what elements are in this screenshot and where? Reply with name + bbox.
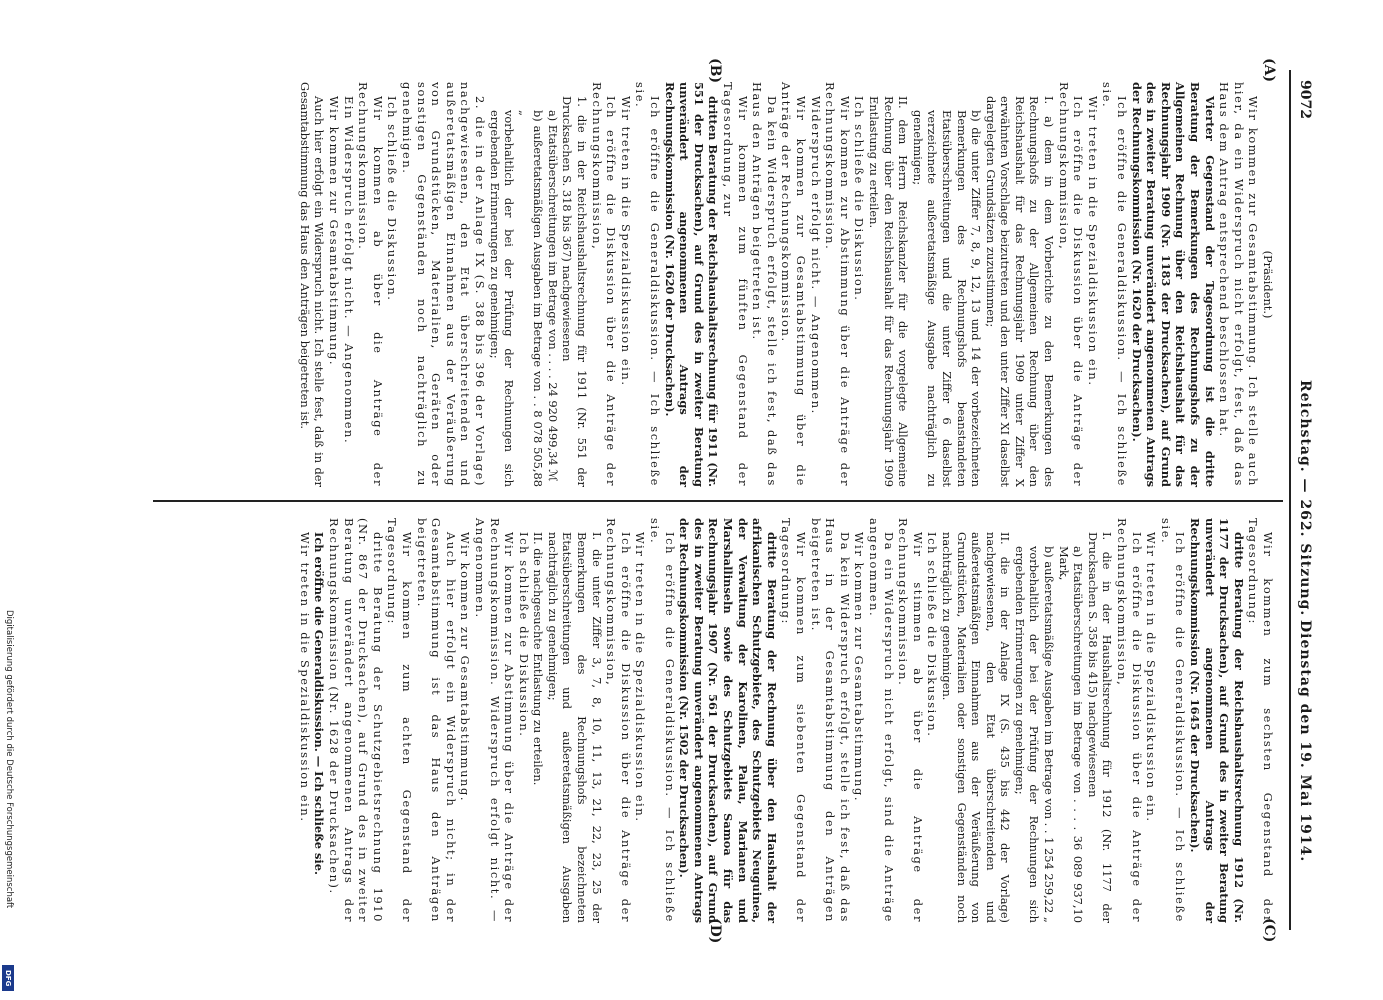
right-column-paragraph: II. die in der Anlage IX (S. 435 bis 442 der Vorlage) nachgewiesenen, den Etat überschreitenden und außeretatsmäßigen Einnahmen aus der Veräußerung von Grundstücken, Materialien oder sonstigen Gegenständen noch nachträglich zu genehmigen. [939,532,1013,923]
left-column-paragraph: Wir kommen ab über die Anträge der Rechnungskommission. [356,82,385,487]
right-column-paragraph: Da ein Widerspruch nicht erfolgt, sind die Anträge angenommen. [866,518,896,923]
right-column-paragraph: Wir kommen zur Gesamtabstimmung. [458,532,473,803]
left-column-paragraph: b) außeretatsmäßigen Ausgaben im Betrage von . . 8 078 505,88 „ [516,110,546,487]
left-column-paragraph: dritten Beratung der Reichshaushaltsrechnung für 1911 (Nr. 551 der Drucksachen), auf Grund des in zweiter Beratung unverändert angenommenen Antrags der Rechnungskommission (Nr. 1620 der Drucksachen). [662,82,721,487]
right-column-paragraph: Ich eröffne die Diskussion über die Anträge der Rechnungskommission, [604,518,633,923]
column-divider [153,500,1283,502]
digitization-credit [2,610,16,990]
left-text-column [297,82,1275,487]
right-column-paragraph: I. die in der Haushaltsrechnung für 1912 (Nr. 1177 der Drucksachen S. 358 bis 415) nachgewiesenen [1085,532,1115,923]
page-date: Dienstag den 19. Mai 1914. [1297,620,1313,863]
margin-letter-d: (D) [707,918,723,944]
left-column-paragraph: Wir kommen zur Gesamtabstimmung. [327,96,341,367]
right-column-paragraph: a) Etatsüberschreitungen im Betrage von . . . . 36 089 937,10 Mark, [1056,546,1086,923]
left-column-paragraph: Widerspruch erfolgt nicht. — Angenommen. [808,96,823,415]
left-column-paragraph: vorbehaltlich der bei der Prüfung der Rechnungen sich ergebenden Erinnerungen zu genehmigen; [487,110,517,487]
margin-letter-a: (A) [1261,58,1277,83]
left-column-paragraph: (Präsident.) [1261,250,1275,319]
left-column-paragraph: Ich eröffne die Generaldiskussion. — Ich schließe sie. [633,82,663,487]
right-column-paragraph: Ich eröffne die Diskussion über die Anträge der Rechnungskommission, [1115,518,1144,923]
right-column-paragraph: dritte Beratung der Reichshaushaltsrechnung 1912 (Nr. 1177 der Drucksachen), auf Grund des in zweiter Beratung unverändert angenommenen Antrags der Rechnungskommission (Nr. 1645 der Drucksachen). [1188,518,1246,923]
right-column-paragraph: Wir kommen zum achten Gegenstand der Tagesordnung: [385,518,414,923]
left-column-paragraph: Wir treten in die Spezialdiskussion ein. [618,96,633,387]
left-column-paragraph: 1. die in der Reichshaushaltsrechnung für 1911 (Nr. 551 der Drucksachen S. 318 bis 367) nachgewiesenen [560,96,590,487]
right-column-paragraph: Ich schließe die Diskussion. [516,532,531,738]
left-column-paragraph: 2. die in der Anlage IX (S. 388 bis 396 der Vorlage) nachgewiesenen, den Etat überschreitenden und außeretatsmäßigen Einnahmen aus der Veräußerung von Grundstücken, Materialien, Geräten oder sonstigen Gegenständen noch nachträglich zu genehmigen. [399,82,487,487]
left-column-paragraph: Ich eröffne die Generaldiskussion. — Ich schließe sie. [1100,82,1130,487]
right-column-paragraph: Wir kommen zur Abstimmung über die Anträge der Rechnungskommission. Widerspruch erfolgt nicht. — Angenommen. [472,518,517,923]
left-column-paragraph: Wir kommen zur Abstimmung über die Anträge der Rechnungskommission. [823,82,852,487]
right-column-paragraph: Da kein Widerspruch erfolgt, stelle ich fest, daß das Haus in der Gesamtabstimmung den Anträgen beigetreten ist. [808,518,852,923]
right-column-paragraph: Wir kommen zum sechsten Gegenstand der Tagesordnung: [1246,518,1275,923]
left-column-paragraph: Wir kommen zum fünften Gegenstand der Tagesordnung, zur [721,82,750,487]
right-column-paragraph: vorbehaltlich der bei der Prüfung der Rechnungen sich ergebenden Erinnerungen zu genehmigen; [1012,546,1042,923]
right-column-paragraph: Ich eröffne die Generaldiskussion. — Ich schließe sie. [312,532,327,875]
left-column-paragraph: Wir kommen zur Gesamtabstimmung. Ich stelle auch hier, da ein Widerspruch nicht erfolgt, fest, daß das Haus dem Antrag entsprechend beschlossen hat. [1217,82,1261,487]
digitization-credit-text: Digitalisierung gefördert durch die Deutsche Forschungsgemeinschaft [4,610,14,909]
left-column-paragraph: Vierter Gegenstand der Tagesordnung ist die dritte Beratung der Bemerkungen des Rechnungshofs zu der Allgemeinen Rechnung über den Reichshaushalt für das Rechnungsjahr 1909 (Nr. 1183 der Drucksachen), auf Grund des in zweiter Beratung unverändert angenommenen Antrags der Rechnungskommission (Nr. 1620 der Drucksachen). [1129,82,1217,487]
right-column-paragraph: Wir kommen zum siebenten Gegenstand der Tagesordnung: [779,518,808,923]
right-column-paragraph: Wir treten in die Spezialdiskussion ein. [1144,532,1159,823]
left-column-paragraph: II. dem Herrn Reichskanzler für die vorgelegte Allgemeine Rechnung über den Reichshaushalt für das Rechnungsjahr 1909 Entlastung zu erteilen. [866,96,911,487]
margin-letter-c: (C) [1261,918,1277,943]
left-column-paragraph: Ich eröffne die Diskussion über die Anträge der Rechnungskommission, [1056,82,1086,487]
right-column-paragraph: dritte Beratung der Schutzgebietsrechnung 1910 (Nr. 867 der Drucksachen), auf Grund des in zweiter Beratung unverändert angenommenen Antrags der Rechnungskommission (Nr. 1628 der Drucksachen). [327,518,385,923]
left-column-paragraph: Ich eröffne die Diskussion über die Anträge der Rechnungskommission, [589,82,619,487]
dfg-logo: DFG [2,965,14,991]
right-column-paragraph: Wir treten in die Spezialdiskussion ein. [297,532,312,823]
right-column-paragraph: Wir treten in die Spezialdiskussion ein. [633,532,648,823]
right-column-paragraph: Ich eröffne die Generaldiskussion. — Ich schließe sie. [1158,518,1188,923]
left-column-paragraph: Ich schließe die Diskussion. [852,96,867,302]
right-text-column [297,518,1275,923]
left-column-paragraph: Wir treten in die Spezialdiskussion ein. [1085,96,1100,387]
right-column-paragraph: II. die nachgesuchte Entlastung zu erteilen. [531,532,546,786]
left-column-paragraph: Ein Widerspruch erfolgt nicht. — Angenommen. [341,96,356,445]
right-column-paragraph: Auch hier erfolgt ein Widerspruch nicht; in der Gesamtabstimmung ist das Haus den Anträgen beigetreten. [414,518,458,923]
right-column-paragraph: Ich eröffne die Generaldiskussion. — Ich schließe sie. [648,518,677,923]
right-column-paragraph: Ich schließe die Diskussion. [925,532,940,738]
margin-letter-b: (B) [707,58,723,84]
right-column-paragraph: Wir kommen zur Gesamtabstimmung. [852,532,867,803]
left-column-paragraph: Auch hier erfolgt ein Widerspruch nicht. Ich stelle fest, daß in der Gesamtabstimmung das Haus den Anträgen beigetreten ist. [297,82,327,487]
left-column-paragraph: a) Etatsüberschreitungen im Betrage von . . . . 24 920 499,34 ℳ [545,110,560,482]
header-rule [1289,70,1291,930]
left-column-paragraph: Ich schließe die Diskussion. [385,96,400,302]
left-column-paragraph: b) die unter Ziffer 7, 8, 9, 12, 13 und 14 der vorbezeichneten Bemerkungen des Rechnungshofs beanstandeten Etatsüberschreitungen und die unter Ziffer 6 daselbst verzeichnete außeretatsmäßige Ausgabe nachträglich zu genehmigen; [910,110,984,487]
right-column-paragraph: Wir stimmen ab über die Anträge der Rechnungskommission. [896,518,925,923]
right-column-paragraph: b) außeretatsmäßige Ausgaben im Betrage von . . 1 254 259,22 „ [1042,546,1057,923]
left-column-paragraph: Wir kommen zur Gesamtabstimmung über die Anträge der Rechnungskommission. [779,82,808,487]
left-column-paragraph: Da kein Widerspruch erfolgt, stelle ich fest, daß das Haus den Anträgen beigetreten ist. [750,82,779,487]
right-column-paragraph: dritte Beratung der Rechnung über den Haushalt der afrikanischen Schutzgebiete, des Schutzgebiets Neuguinea, der Verwaltung der Karolinen, Palau, Marianen und Marshallinseln sowie des Schutzgebiets Samoa für das Rechnungsjahr 1907 (Nr. 561 der Drucksachen), auf Grund des in zweiter Beratung unverändert angenommenen Antrags der Rechnungskommission (Nr. 1502 der Drucksachen). [677,518,779,923]
page-number: 9072 [1297,80,1313,119]
page-title: Reichstag. — 262. Sitzung. [1297,380,1313,617]
left-column-paragraph: I. a) dem in dem Vorberichte zu den Bemerkungen des Rechnungshofs zu der Allgemeinen Rechnung über den Reichshaushalt für das Rechnungsjahr 1909 unter Ziffer X erwähnten Vorschlage beizutreten und den unter Ziffer XI daselbst dargelegten Grundsätzen zuzustimmen; [983,96,1057,487]
right-column-paragraph: I. die unter Ziffer 3, 7, 8, 10, 11, 13, 21, 22, 23, 25 der Bemerkungen des Rechnungshofs bezeichneten Etatsüberschreitungen und außeretatsmäßigen Ausgaben nachträglich zu genehmigen; [545,532,604,923]
